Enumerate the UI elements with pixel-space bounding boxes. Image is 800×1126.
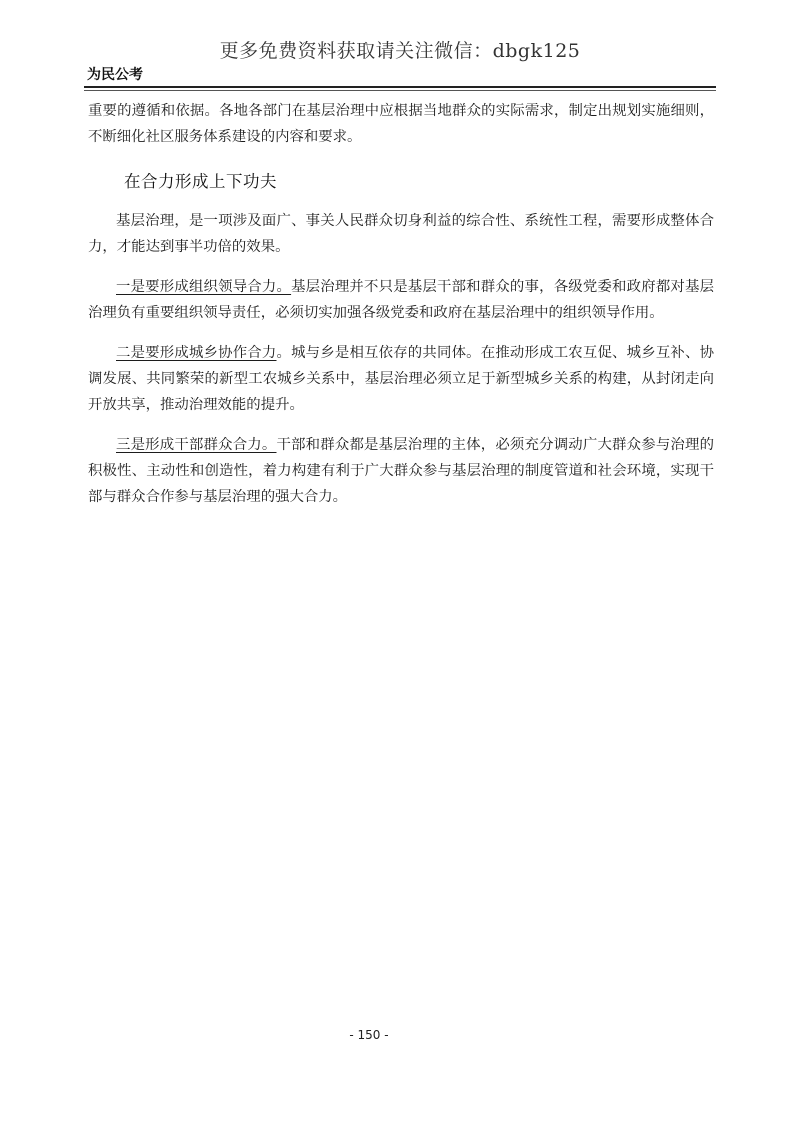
point-2-text: 。城与乡是相互依存的共同体。在推动形成工农互促、城乡互补、协调发展、共同繁荣的新型工农城乡关系中，基层治理必须立足于新型城乡关系的构建，从封闭走向开放共享，推动治理效能的提升。 [88,345,714,413]
point-3-text: 干部和群众都是基层治理的主体，必须充分调动广大群众参与治理的积极性、主动性和创造性，着力构建有利于广大群众参与基层治理的制度管道和社会环境，实现干部与群众合作参与基层治理的强大合力。 [88,437,714,505]
header-divider-thin [84,90,716,91]
page-body [88,98,714,524]
point-1-text: 基层治理并不只是基层干部和群众的事，各级党委和政府都对基层治理负有重要组织领导责任，必须切实加强各级党委和政府在基层治理中的组织领导作用。 [88,279,714,321]
point-1-lead: 一是要形成组织领导合力。 [116,279,292,295]
paragraph-overview: 基层治理，是一项涉及面广、事关人民群众切身利益的综合性、系统性工程，需要形成整体合力，才能达到事半功倍的效果。 [88,213,714,255]
section-heading: 在合力形成上下功夫 [124,172,277,191]
point-3-lead: 三是形成干部群众合力。 [116,437,277,453]
watermark-text: 更多免费资料获取请关注微信：dbgk125 [219,40,581,62]
paragraph-point-3 [88,432,714,510]
point-2-lead: 二是要形成城乡协作合力 [116,345,277,361]
page-number: - 150 - [349,1028,389,1042]
paragraph-point-2 [88,340,714,418]
paragraph-point-1 [88,274,714,326]
header-divider [84,86,716,88]
header-label: 为民公考 [87,67,143,83]
paragraph-intro: 重要的遵循和依据。各地各部门在基层治理中应根据当地群众的实际需求，制定出规划实施细则，不断细化社区服务体系建设的内容和要求。 [88,103,714,145]
